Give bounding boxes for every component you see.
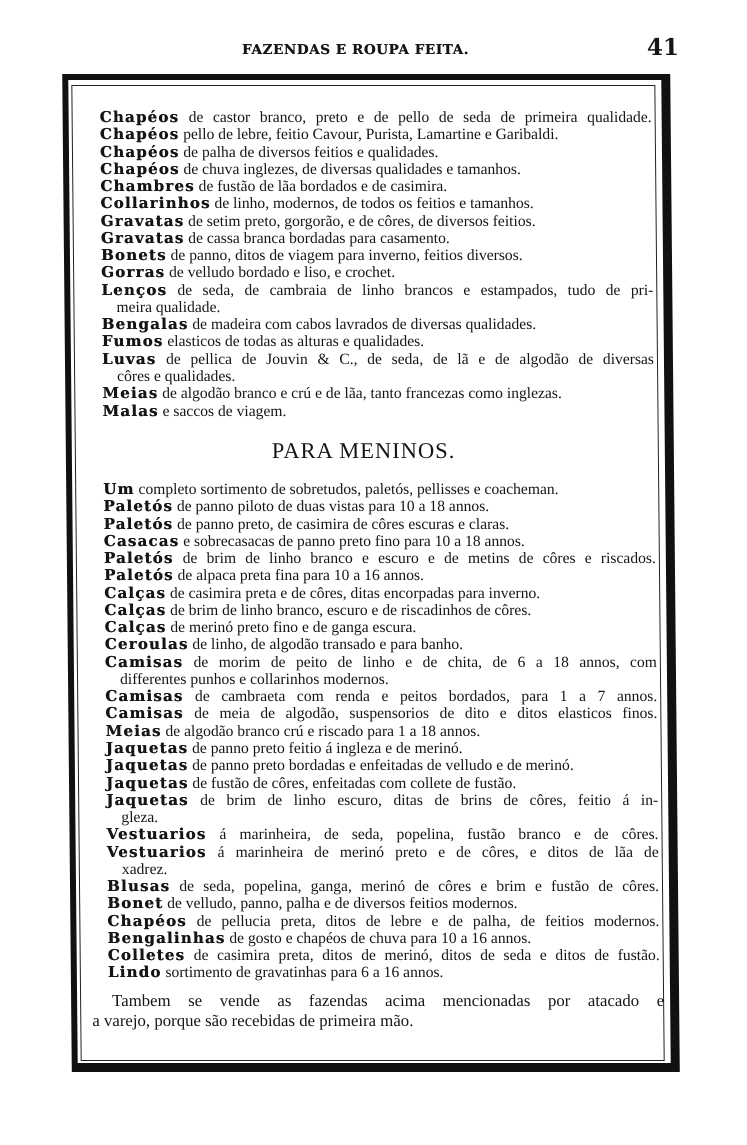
list-item bbox=[100, 109, 652, 126]
list-item bbox=[106, 775, 658, 792]
entry-description: de velludo, panno, palha e de diversos feitios modernos. bbox=[167, 895, 518, 913]
entry-headword: Calças bbox=[104, 583, 167, 602]
entry-headword: Paletós bbox=[103, 497, 174, 516]
entry-headword: Casacas bbox=[103, 531, 180, 550]
list-item bbox=[102, 403, 654, 420]
entry-headword: Calças bbox=[104, 618, 167, 637]
list-item bbox=[106, 757, 658, 774]
entry-headword: Gravatas bbox=[100, 228, 185, 247]
list-item bbox=[108, 947, 660, 964]
list-item bbox=[105, 636, 657, 653]
list-item bbox=[104, 585, 656, 602]
entry-description: de castor branco, preto e de pello de seda de primeira qualidade. bbox=[188, 109, 652, 126]
entry-headword: Bengalinhas bbox=[107, 928, 226, 947]
entry-headword: Malas bbox=[102, 401, 159, 420]
list-item bbox=[101, 247, 653, 264]
list-item bbox=[105, 688, 657, 705]
entry-description: e sobrecasacas de panno preto fino para 10 a 18 annos. bbox=[183, 532, 525, 550]
entry-description: e saccos de viagem. bbox=[162, 402, 287, 420]
list-item bbox=[107, 930, 659, 947]
entry-continuation: differentes punhos e collarinhos modernos. bbox=[119, 670, 389, 688]
entry-description: de panno preto bordadas e enfeitadas de velludo e de merinó. bbox=[192, 757, 574, 775]
entry-description: de seda, de cambraia de linho brancos e estampados, tudo de pri- bbox=[177, 281, 654, 299]
entry-headword: Vestuarios bbox=[106, 825, 207, 844]
entry-description: pello de lebre, feitio Cavour, Purista, Lamartine e Garibaldi. bbox=[183, 126, 559, 144]
entry-headword: Chapéos bbox=[100, 159, 180, 178]
entry-description: de panno piloto de duas vistas para 10 a 18 annos. bbox=[176, 498, 490, 516]
entry-description: de chuva inglezes, de diversas qualidades e tamanhos. bbox=[183, 160, 521, 178]
entry-description: de alpaca preta fina para 10 a 16 annos. bbox=[177, 567, 425, 585]
entry-headword: Ceroulas bbox=[104, 635, 189, 654]
entry-description: de algodão branco e crú e de lãa, tanto francezas como inglezas. bbox=[162, 385, 562, 403]
entry-headword: Paletós bbox=[103, 549, 174, 568]
entry-continuation: gleza. bbox=[121, 809, 159, 827]
entry-headword: Camisas bbox=[104, 652, 184, 671]
list-item bbox=[100, 161, 652, 178]
entry-headword: Bengalas bbox=[101, 315, 189, 334]
entry-headword: Bonets bbox=[100, 246, 167, 265]
entry-description: de cambraeta com renda e peitos bordados, para 1 a 7 annos. bbox=[194, 688, 658, 706]
entry-headword: Luvas bbox=[101, 349, 157, 368]
entry-headword: Colletes bbox=[107, 946, 186, 965]
entry-headword: Paletós bbox=[103, 514, 174, 533]
entry-description: de linho, de algodão transado e para banho. bbox=[192, 636, 464, 654]
list-item bbox=[101, 230, 653, 247]
entry-headword: Chapéos bbox=[99, 142, 180, 161]
entry-description: de casimira preta, ditos de merinó, ditos de seda e ditos de fustão. bbox=[193, 947, 660, 965]
list-item bbox=[102, 351, 654, 368]
entry-headword: Chambres bbox=[100, 177, 195, 196]
entry-headword: Gorras bbox=[101, 263, 166, 282]
closing-paragraph bbox=[92, 991, 664, 1031]
entry-headword: Um bbox=[103, 480, 135, 498]
entry-description: de panno preto, de casimira de côres escuras e claras. bbox=[176, 515, 510, 533]
list-item bbox=[101, 213, 653, 230]
entry-headword: Camisas bbox=[105, 704, 184, 723]
list-item bbox=[102, 333, 654, 350]
list-item bbox=[106, 792, 658, 809]
entry-description: de brim de linho escuro, ditas de brins de côres, feitio á in- bbox=[200, 791, 659, 809]
list-item bbox=[101, 264, 653, 281]
list-item bbox=[103, 481, 655, 498]
running-title: FAZENDAS E ROUPA FEITA. bbox=[241, 42, 470, 58]
page-number: 41 bbox=[646, 34, 680, 61]
entry-description: de meia de algodão, suspensorios de dito e ditos elasticos finos. bbox=[194, 705, 658, 723]
entry-headword: Lenços bbox=[101, 280, 168, 299]
entry-description: de casimira preta e de côres, ditas encorpadas para inverno. bbox=[169, 584, 541, 602]
list-item bbox=[104, 602, 656, 619]
entry-description: de merinó preto fino e de ganga escura. bbox=[170, 619, 417, 637]
entry-description: de seda, popelina, ganga, merinó de côres e brim e fustão de côres. bbox=[179, 878, 660, 896]
list-item bbox=[105, 705, 657, 722]
entry-headword: Jaquetas bbox=[106, 790, 189, 809]
entry-headword: Jaquetas bbox=[105, 738, 189, 757]
entry-description: de setim preto, gorgorão, e de côres, de diversos feitios. bbox=[188, 212, 536, 230]
entry-headword: Paletós bbox=[103, 566, 174, 585]
entry-description: de brim de linho branco e escuro e de metins de côres e riscados. bbox=[182, 550, 656, 568]
list-item bbox=[102, 316, 654, 333]
list-item bbox=[106, 740, 658, 757]
entry-description: de fustão de côres, enfeitadas com collete de fustão. bbox=[192, 774, 517, 792]
entry-description: de linho, modernos, de todos os feitios e tamanhos. bbox=[214, 195, 534, 213]
list-item bbox=[104, 619, 656, 636]
list-item bbox=[100, 144, 652, 161]
entry-headword: Gravatas bbox=[100, 211, 185, 230]
boys-items-list bbox=[103, 481, 660, 982]
list-item bbox=[108, 964, 660, 981]
entry-continuation: xadrez. bbox=[121, 860, 168, 878]
list-item bbox=[103, 498, 655, 515]
list-item bbox=[107, 844, 659, 861]
closing-line: a varejo, porque são recebidas de primeira mão. bbox=[92, 1011, 414, 1030]
adult-items-list bbox=[100, 109, 655, 420]
list-item bbox=[107, 913, 659, 930]
closing-line: Tambem se vende as fazendas acima mencionadas por atacado e bbox=[112, 991, 665, 1010]
entry-headword: Meias bbox=[102, 384, 159, 403]
entry-headword: Fumos bbox=[101, 332, 164, 351]
entry-headword: Blusas bbox=[106, 877, 171, 896]
entry-headword: Lindo bbox=[107, 963, 162, 982]
list-item bbox=[104, 567, 656, 584]
entry-description: de cassa branca bordadas para casamento. bbox=[188, 229, 450, 247]
entry-description: de madeira com cabos lavrados de diversas qualidades. bbox=[192, 316, 537, 334]
entry-description: elasticos de todas as alturas e qualidades. bbox=[167, 333, 425, 351]
list-item bbox=[105, 723, 657, 740]
entry-description: de morim de peito de linho e de chita, de 6 a 18 annos, com bbox=[193, 653, 657, 671]
entry-description: de palha de diversos feitios e qualidades. bbox=[183, 143, 439, 161]
entry-headword: Camisas bbox=[105, 687, 184, 706]
entry-continuation: meira qualidade. bbox=[116, 298, 221, 316]
entry-headword: Bonet bbox=[107, 894, 164, 913]
entry-headword: Vestuarios bbox=[106, 842, 207, 861]
list-item bbox=[100, 126, 652, 143]
list-item bbox=[104, 550, 656, 567]
list-item bbox=[101, 282, 653, 299]
entry-description: de pellica de Jouvin & C., de seda, de lã e de algodão de diversas bbox=[165, 350, 655, 368]
entry-description: á marinheira de merinó preto e de côres, e ditos de lãa de bbox=[217, 843, 659, 861]
list-item bbox=[107, 895, 659, 912]
list-item bbox=[100, 178, 652, 195]
entry-headword: Meias bbox=[105, 721, 162, 740]
entry-headword: Jaquetas bbox=[105, 756, 189, 775]
entry-description: de pellucia preta, ditos de lebre e de palha, de feitios modernos. bbox=[196, 912, 660, 930]
list-item bbox=[107, 878, 659, 895]
list-item bbox=[103, 516, 655, 533]
entry-description: de fustão de lãa bordados e de casimira. bbox=[198, 178, 448, 196]
entry-headword: Collarinhos bbox=[100, 194, 211, 213]
entry-description: completo sortimento de sobretudos, paletós, pellisses e coacheman. bbox=[138, 481, 559, 498]
entry-description: de brim de linho branco, escuro e de riscadinhos de côres. bbox=[170, 601, 532, 619]
list-item bbox=[100, 195, 652, 212]
entry-description: de panno preto feitio á ingleza e de merinó. bbox=[191, 739, 463, 757]
entry-description: sortimento de gravatinhas para 6 a 16 annos. bbox=[165, 964, 444, 982]
entry-description: á marinheira, de seda, popelina, fustão branco e de côres. bbox=[219, 826, 659, 844]
entry-headword: Chapéos bbox=[99, 108, 180, 126]
list-item bbox=[104, 533, 656, 550]
list-item bbox=[102, 385, 654, 402]
entry-description: de algodão branco crú e riscado para 1 a 18 annos. bbox=[165, 722, 481, 740]
entry-headword: Jaquetas bbox=[105, 773, 189, 792]
entry-description: de panno, ditos de viagem para inverno, feitios diversos. bbox=[170, 247, 523, 265]
entry-description: de gosto e chapéos de chuva para 10 a 16 annos. bbox=[229, 929, 532, 947]
section-title: PARA MENINOS. bbox=[271, 438, 456, 463]
entry-headword: Chapéos bbox=[99, 125, 180, 144]
list-item bbox=[105, 654, 657, 671]
entry-headword: Calças bbox=[104, 600, 167, 619]
entry-headword: Chapéos bbox=[107, 911, 187, 930]
entry-continuation: côres e qualidades. bbox=[117, 367, 236, 385]
list-item bbox=[106, 826, 658, 843]
entry-description: de velludo bordado e liso, e crochet. bbox=[168, 264, 396, 282]
